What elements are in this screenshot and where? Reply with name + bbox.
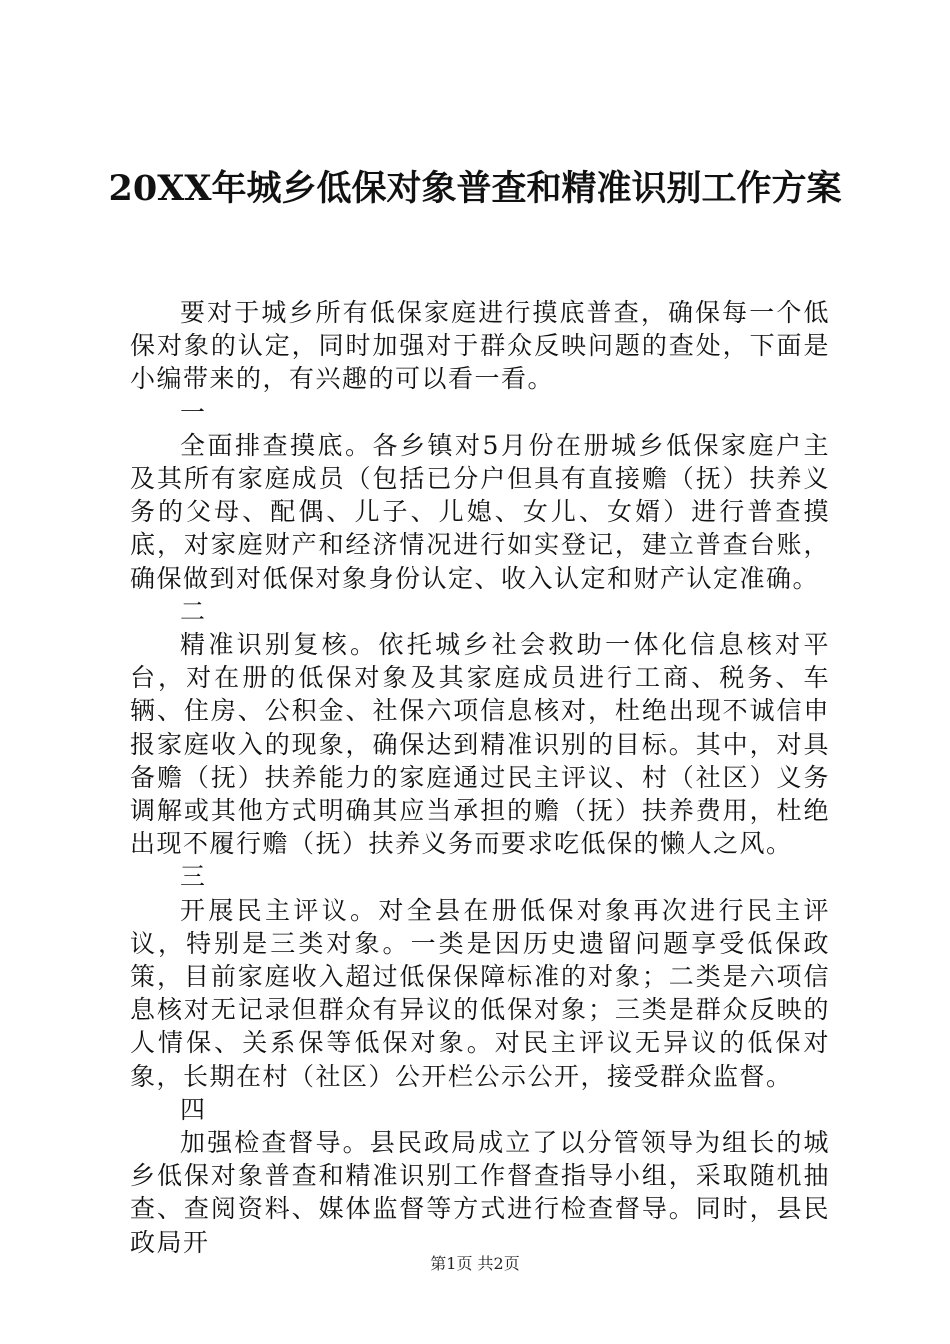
section-paragraph: 全面排查摸底。各乡镇对5月份在册城乡低保家庭户主及其所有家庭成员（包括已分户但具有直接赡（抚）扶养义务的父母、配偶、儿子、儿媳、女儿、女婿）进行普查摸底，对家庭财产和经济情况进行如实登记，建立普查台账，确保做到对低保对象身份认定、收入认定和财产认定准确。 <box>130 430 830 593</box>
section-number: 一 <box>180 397 207 427</box>
section-number: 三 <box>180 862 207 892</box>
section-paragraph: 加强检查督导。县民政局成立了以分管领导为组长的城乡低保对象普查和精准识别工作督查指导小组，采取随机抽查、查阅资料、媒体监督等方式进行检查督导。同时，县民政局开 <box>130 1128 830 1257</box>
section-number: 二 <box>180 596 207 626</box>
intro-paragraph: 要对于城乡所有低保家庭进行摸底普查，确保每一个低保对象的认定，同时加强对于群众反映问题的查处，下面是小编带来的，有兴趣的可以看一看。 <box>130 298 830 394</box>
section-paragraph: 精准识别复核。依托城乡社会救助一体化信息核对平台，对在册的低保对象及其家庭成员进行工商、税务、车辆、住房、公积金、社保六项信息核对，杜绝出现不诚信申报家庭收入的现象，确保达到精准识别的目标。其中，对具备赡（抚）扶养能力的家庭通过民主评议、村（社区）义务调解或其他方式明确其应当承担的赡（抚）扶养费用，杜绝出现不履行赡（抚）扶养义务而要求吃低保的懒人之风。 <box>130 630 830 859</box>
section-number: 四 <box>180 1094 207 1124</box>
document-title: 20XX年城乡低保对象普查和精准识别工作方案 <box>108 168 842 209</box>
page-footer: 第1页 共2页 <box>430 1254 520 1273</box>
section-paragraph: 开展民主评议。对全县在册低保对象再次进行民主评议，特别是三类对象。一类是因历史遗留问题享受低保政策，目前家庭收入超过低保保障标准的对象；二类是六项信息核对无记录但群众有异议的低保对象；三类是群众反映的人情保、关系保等低保对象。对民主评议无异议的低保对象，长期在村（社区）公开栏公示公开，接受群众监督。 <box>130 895 830 1091</box>
document-body <box>130 296 830 1259</box>
